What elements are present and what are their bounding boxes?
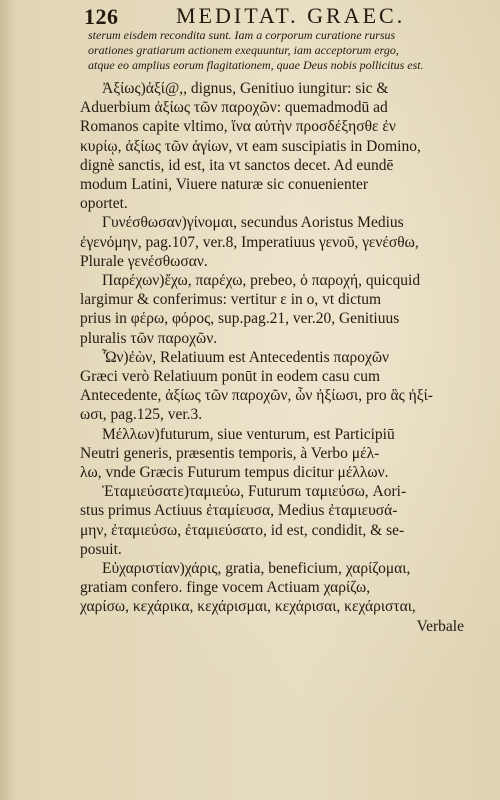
entry-line: posuit. xyxy=(80,540,122,558)
entry-line: Ἀξίως)ἀξί@,, dignus, Genitiuo iungitur: sic & xyxy=(102,80,389,97)
entry-line: stus primus Actiuus ἐταμίευσα, Medius ἐταμιευσά- xyxy=(80,502,398,520)
entry-line: oportet. xyxy=(80,195,128,213)
entry-line: Romanos capite vltimo, ἵνα αὐτὴν προσδέξησθε ἐν xyxy=(80,118,396,136)
gloss-entry-mellon xyxy=(80,425,464,483)
entry-line: gratiam confero. finge vocem Actiuam χαρίζω, xyxy=(80,579,371,597)
entry-line: Μέλλων)futurum, siue venturum, est Participiū xyxy=(102,425,395,443)
entry-line: prius in φέρω, φόρος, sup.pag.21, ver.20, Genitiuus xyxy=(80,310,400,328)
intro-line: orationes gratiarum actionem exequuntur, iam acceptorum ergo, xyxy=(88,43,399,57)
gloss-entry-parechon xyxy=(80,271,464,348)
gloss-entry-etamieusate xyxy=(80,482,464,559)
entry-line: Εὐχαριστίαν)χάρις, gratia, beneficium, χαρίζομαι, xyxy=(102,560,411,578)
entry-line: Ὧν)ἐὼν, Relatiuum est Antecedentis παροχῶν xyxy=(102,348,390,366)
entry-line: modum Latini, Viuere naturæ sic conuenienter xyxy=(80,176,369,194)
entry-line: largimur & conferimus: vertitur ε in ο, vt dictum xyxy=(80,291,382,309)
entry-line: χαρίσω, κεχάρικα, κεχάρισμαι, κεχάρισαι, κεχάρισται, xyxy=(80,598,416,616)
entry-line: Græci verò Relatiuum ponūt in eodem casu cum xyxy=(80,368,381,386)
entry-line: ἐγενόμην, pag.107, ver.8, Imperatiuus γενοῦ, γενέσθω, xyxy=(80,233,419,251)
gloss-entry-eucharistian xyxy=(80,559,464,617)
entry-line: Γυνέσθωσαν)γίνομαι, secundus Aoristus Medius xyxy=(102,214,404,232)
page-number: 126 xyxy=(84,4,119,29)
entry-line: dignè sanctis, id est, ita vt sanctos decet. Ad eundē xyxy=(80,156,394,174)
entry-line: Ἐταμιεύσατε)ταμιεύω, Futurum ταμιεύσω, Aori- xyxy=(102,483,407,501)
entry-line: Neutri generis, præsentis temporis, à Verbo μέλ- xyxy=(80,444,380,462)
entry-line: pluralis τῶν παροχῶν. xyxy=(80,329,218,347)
entry-line: Plurale γενέσθωσαν. xyxy=(80,252,208,270)
entry-line: Antecedente, ἀξίως τῶν παροχῶν, ὧν ἠξίωσι, pro ἃς ἠξί- xyxy=(80,387,433,405)
intro-line: sterum eisdem recondita sunt. Iam a corporum curatione rursus xyxy=(88,28,396,42)
gloss-entry-hon xyxy=(80,348,464,425)
intro-paragraph xyxy=(88,28,464,73)
entry-line: ωσι, pag.125, ver.3. xyxy=(80,406,203,424)
catchword: Verbale xyxy=(416,617,464,635)
running-head: MEDITAT. GRAEC. xyxy=(176,3,406,28)
entry-line: μην, ἐταμιεύσω, ἐταμιεύσατο, id est, condidit, & se- xyxy=(80,521,405,539)
entry-line: λω, vnde Græcis Futurum tempus dicitur μέλλων. xyxy=(80,464,389,482)
intro-line: atque eo amplius eorum flagitationem, quae Deus nobis pollicitus est. xyxy=(88,58,424,72)
gloss-entry-genesthosan xyxy=(80,213,464,271)
gloss-entry-axios xyxy=(80,79,464,213)
entry-line: κυρίῳ, ἀξίως τῶν ἁγίων, vt eam suscipiatis in Domino, xyxy=(80,137,421,155)
entry-line: Παρέχων)ἔχω, παρέχω, prebeo, ὁ παροχή, quicquid xyxy=(102,272,421,290)
entry-line: Aduerbium ἀξίως τῶν παροχῶν: quemadmodū ad xyxy=(80,99,388,117)
body-text xyxy=(80,28,464,636)
page-header xyxy=(84,2,464,28)
